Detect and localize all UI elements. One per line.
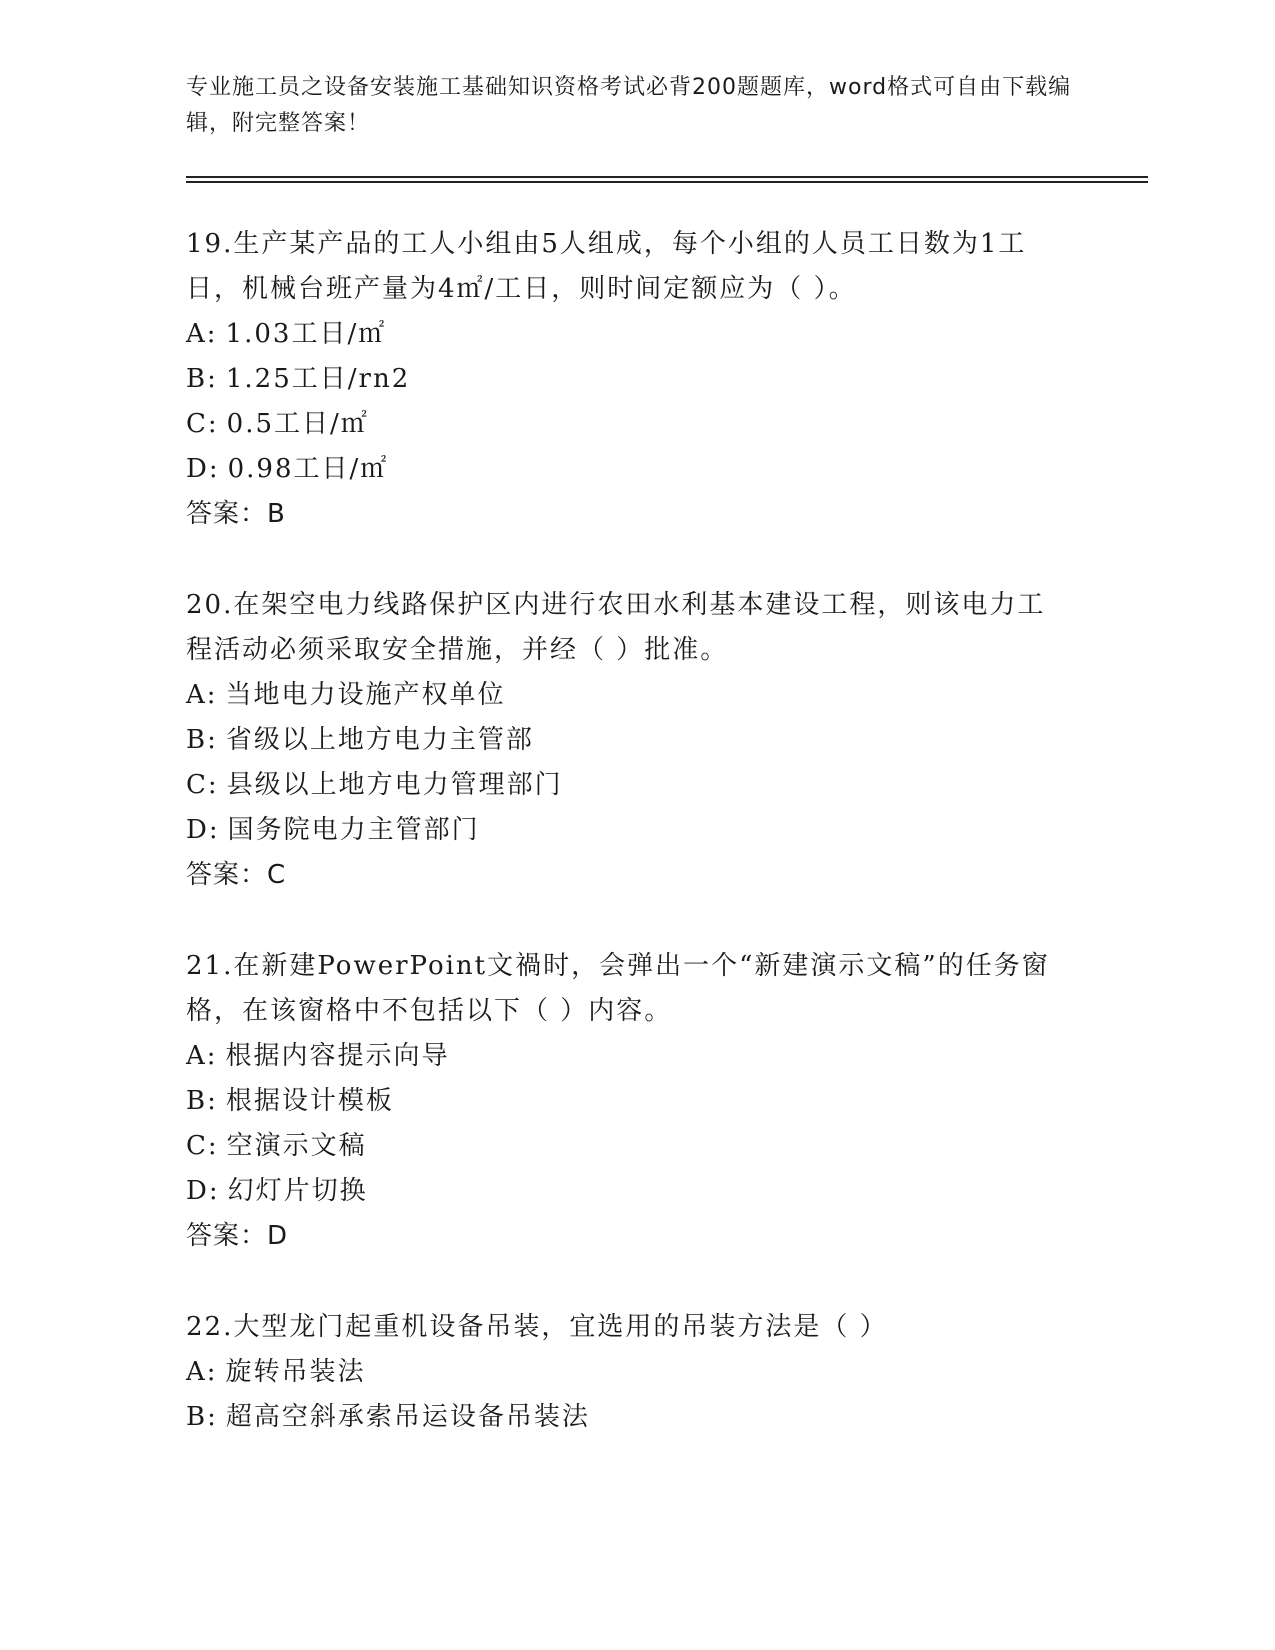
option-label: C:: [186, 770, 219, 800]
option-text: 1.03工日/㎡: [225, 319, 387, 349]
option-label: B:: [186, 725, 218, 755]
option-label: A:: [186, 319, 218, 349]
option-c: [186, 1124, 1066, 1169]
option-a: [186, 1350, 1066, 1395]
option-text: 超高空斜承索吊运设备吊装法: [225, 1402, 590, 1432]
option-text: 县级以上地方电力管理部门: [226, 770, 563, 800]
option-label: D:: [186, 454, 220, 484]
option-text: 当地电力设施产权单位: [225, 680, 506, 710]
question-text: 21.在新建PowerPoint文禍时，会弹出一个“新建演示文稿”的任务窗格，在该窗格中不包括以下（ ）内容。: [186, 951, 1050, 1026]
header-divider-top: [186, 176, 1148, 178]
option-b: [186, 1395, 1066, 1440]
option-text: 幻灯片切换: [227, 1176, 368, 1206]
answer-line: 答案：B: [186, 499, 286, 529]
option-text: 0.98工日/㎡: [227, 454, 389, 484]
answer-line: 答案：C: [186, 860, 287, 890]
option-text: 旋转吊装法: [225, 1357, 366, 1387]
option-d: [186, 447, 1066, 492]
option-text: 空演示文稿: [226, 1131, 367, 1161]
option-label: A:: [186, 1041, 218, 1071]
option-c: [186, 763, 1066, 808]
option-a: [186, 312, 1066, 357]
header-title: 专业施工员之设备安装施工基础知识资格考试必背200题题库，word格式可自由下载编辑，附完整答案！: [186, 75, 1072, 136]
option-label: C:: [186, 409, 219, 439]
option-label: D:: [186, 815, 220, 845]
document-header: [186, 70, 1086, 142]
option-text: 国务院电力主管部门: [227, 815, 480, 845]
question-22: [186, 1305, 1066, 1440]
option-label: B:: [186, 1402, 218, 1432]
header-divider-bottom: [186, 181, 1148, 183]
option-d: [186, 1169, 1066, 1214]
option-text: 省级以上地方电力主管部: [225, 725, 534, 755]
option-label: B:: [186, 1086, 218, 1116]
question-21: [186, 944, 1066, 1259]
option-label: B:: [186, 364, 218, 394]
option-a: [186, 673, 1066, 718]
option-label: A:: [186, 1357, 218, 1387]
answer-line: 答案：D: [186, 1221, 289, 1251]
option-d: [186, 808, 1066, 853]
option-b: [186, 718, 1066, 763]
option-text: 根据设计模板: [225, 1086, 394, 1116]
option-label: C:: [186, 1131, 219, 1161]
option-label: A:: [186, 680, 218, 710]
option-a: [186, 1034, 1066, 1079]
question-text: 19.生产某产品的工人小组由5人组成，每个小组的人员工日数为1工日，机械台班产量为4㎡/工日，则时间定额应为（ ）。: [186, 229, 1027, 304]
option-c: [186, 402, 1066, 447]
question-20: [186, 583, 1066, 898]
option-text: 根据内容提示向导: [225, 1041, 450, 1071]
option-text: 1.25工日/rn2: [225, 364, 411, 394]
question-text: 20.在架空电力线路保护区内进行农田水利基本建设工程，则该电力工程活动必须采取安全措施，并经（ ）批准。: [186, 590, 1046, 665]
option-label: D:: [186, 1176, 220, 1206]
question-19: [186, 222, 1066, 537]
option-b: [186, 357, 1066, 402]
option-text: 0.5工日/㎡: [226, 409, 369, 439]
question-text: 22.大型龙门起重机设备吊装，宜选用的吊装方法是（ ）: [186, 1312, 888, 1342]
option-b: [186, 1079, 1066, 1124]
